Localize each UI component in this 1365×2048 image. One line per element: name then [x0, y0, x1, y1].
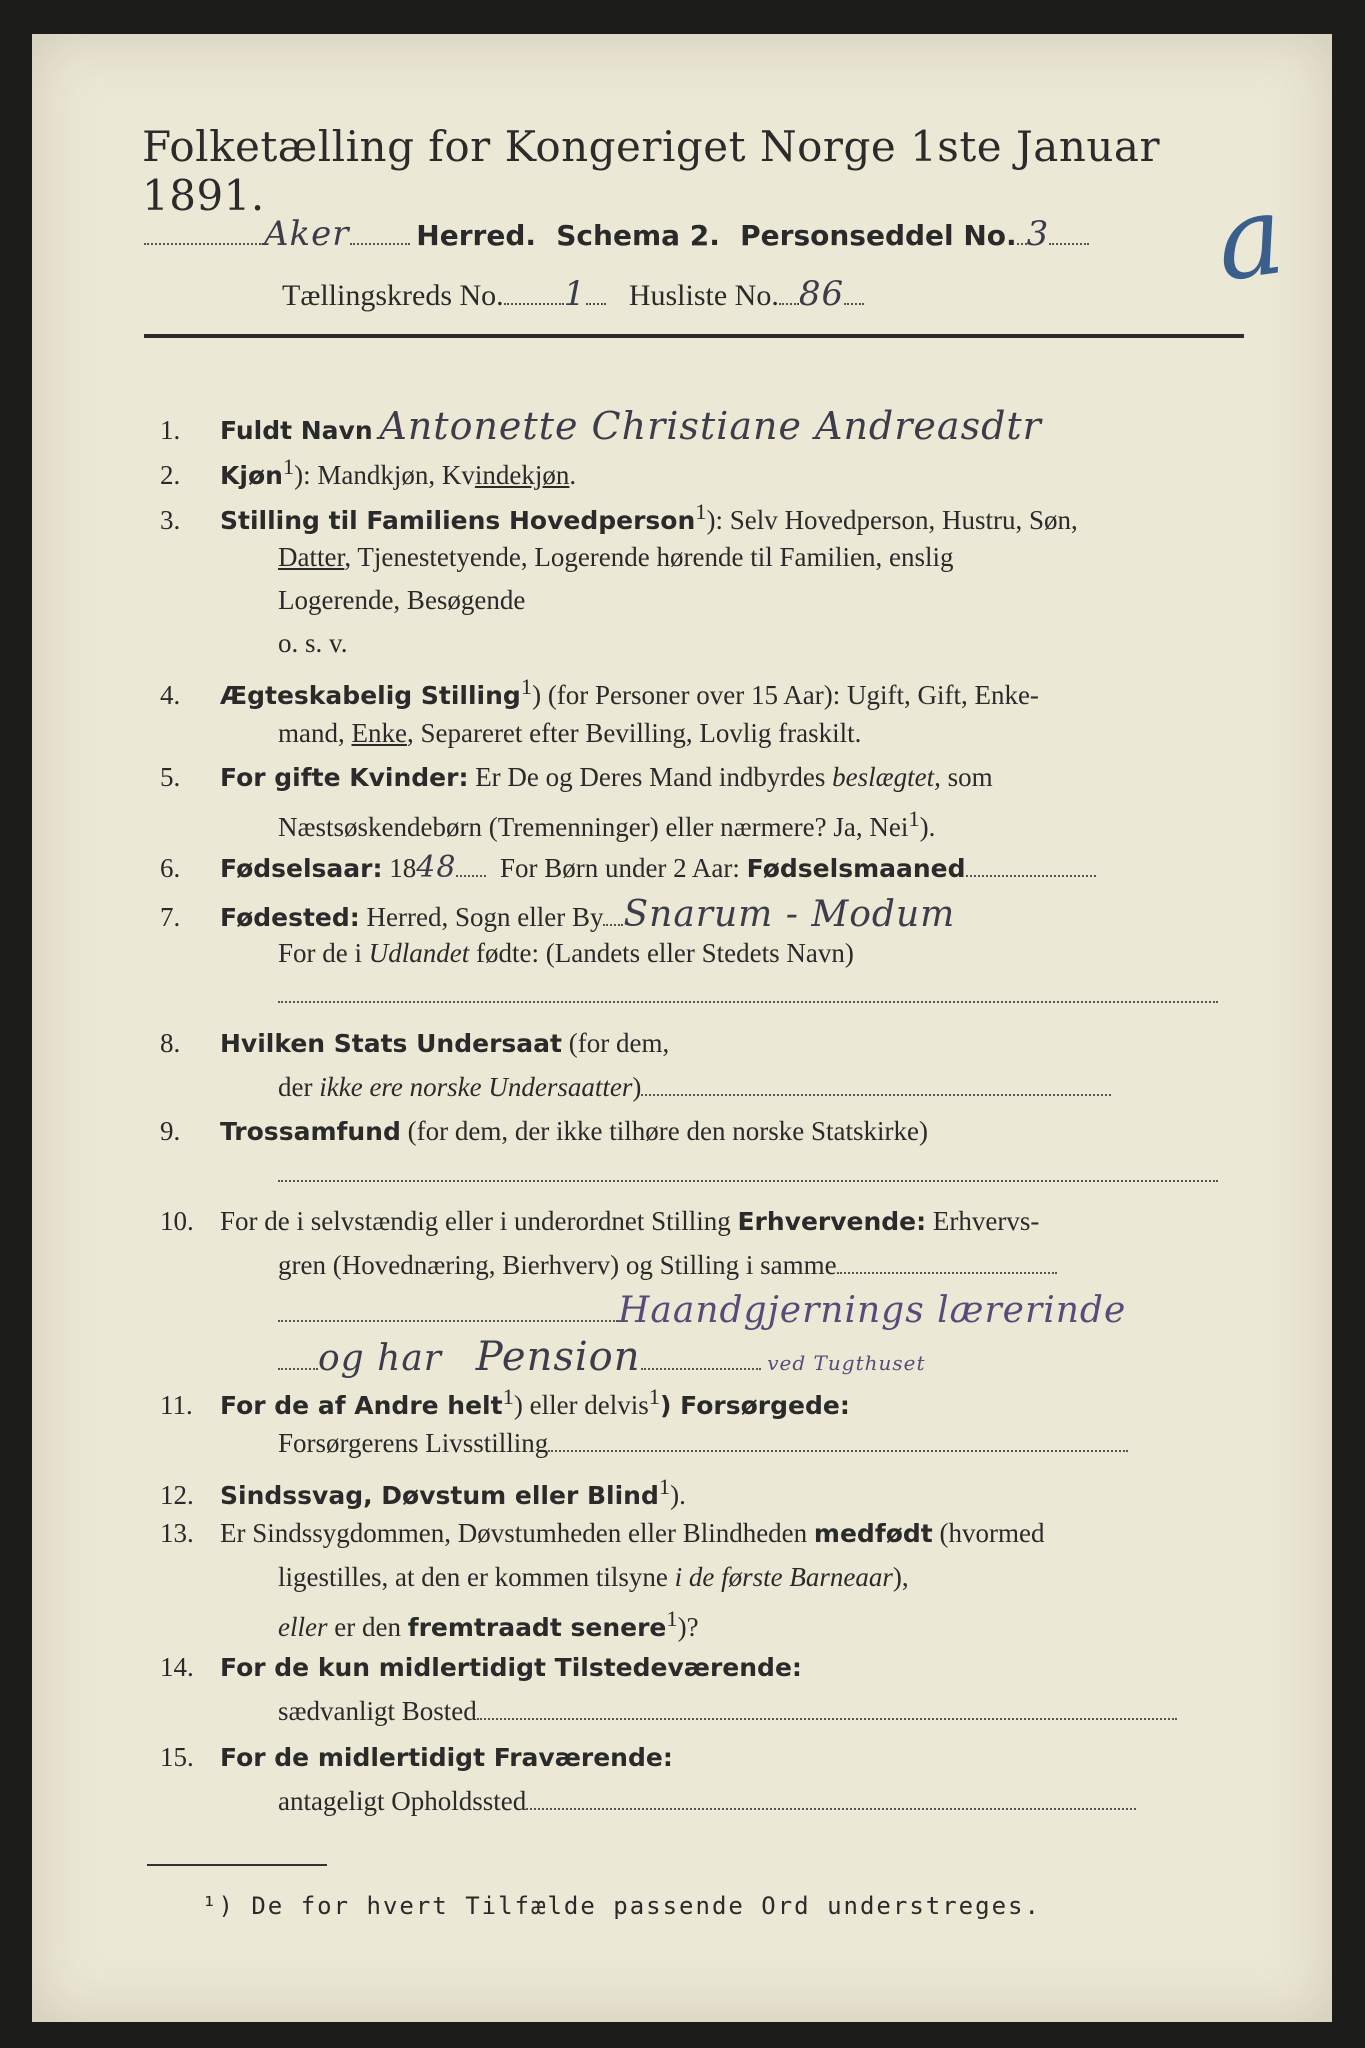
- q3-line2-row: [278, 542, 953, 573]
- schema-label: Schema 2.: [556, 219, 720, 252]
- herred-row: [144, 214, 1089, 254]
- q7-line2-a: For de i: [278, 938, 369, 968]
- q1-number: 1.: [160, 415, 181, 445]
- q3-line1: ): Selv Hovedperson, Hustru, Søn,: [706, 505, 1078, 535]
- q9-line1: (for dem, der ikke tilhøre den norske Statskirke): [407, 1116, 928, 1146]
- q6-year-value: 48: [416, 850, 457, 885]
- q8-line2-row: [278, 1072, 1111, 1103]
- q14-line2: sædvanligt Bosted: [278, 1696, 477, 1726]
- q13-line1-c: (hvormed: [932, 1518, 1045, 1548]
- q6-label2: Fødselsmaaned: [746, 854, 966, 883]
- husliste-label: Husliste No.: [628, 279, 779, 312]
- q14-row: [160, 1652, 802, 1683]
- q13-line1-a: Er Sindssygdommen, Døvstumheden eller Blindheden: [220, 1518, 814, 1548]
- q11-line1-a: For de af Andre helt: [220, 1391, 503, 1420]
- q3-sup: 1: [695, 499, 707, 524]
- q4-sup: 1: [520, 674, 533, 699]
- q6-row: [160, 850, 1096, 885]
- q15-line2: antageligt Opholdssted: [278, 1786, 527, 1816]
- q5-row: [160, 762, 993, 793]
- q5-line1-b: som: [940, 762, 993, 792]
- q3-line3: Logerende, Besøgende: [278, 585, 526, 615]
- personseddel-value: 3: [1026, 214, 1050, 254]
- q2-number: 2.: [160, 460, 181, 490]
- q15-row: [160, 1742, 673, 1773]
- kreds-value: 1: [563, 274, 587, 314]
- q3-label: Stilling til Familiens Hovedperson: [220, 506, 696, 535]
- q1-row: [160, 404, 1042, 448]
- q2-label: Kjøn: [220, 461, 283, 490]
- q4-label: Ægteskabelig Stilling: [220, 681, 521, 710]
- q10-value1-row: [278, 1290, 1126, 1331]
- q10-value2-row: [278, 1334, 926, 1380]
- q11-line1-c: ) Forsørgede:: [660, 1391, 850, 1420]
- q10-value3: ved Tugthuset: [767, 1351, 926, 1375]
- q3-line2: , Tjenestetyende, Logerende hørende til Familien, enslig: [344, 542, 954, 572]
- q3-line4: o. s. v.: [278, 628, 348, 658]
- q1-label: Fuldt Navn: [220, 416, 373, 445]
- personseddel-label: Personseddel No.: [740, 219, 1017, 252]
- q5-line2-row: Næstsøskendebørn (Tremenninger) eller nærmere? Ja, Nei$^1$).: [278, 806, 936, 842]
- q13-row: [160, 1518, 1044, 1549]
- q15-line2-row: [278, 1786, 1136, 1817]
- q10-line1-a: For de i selvstændig eller i underordnet Stilling: [220, 1206, 738, 1236]
- q11-line2-row: [278, 1428, 1128, 1459]
- q13-line3-c: )?: [677, 1612, 699, 1642]
- q2-sup: 1: [282, 454, 295, 479]
- q4-row: [160, 674, 1039, 711]
- q4-line2-b: , Separeret efter Bevilling, Lovlig fraskilt.: [406, 718, 862, 748]
- q2-text-underlined: indekjøn: [474, 460, 570, 490]
- q7-line2-b: fødte: (Landets eller Stedets Navn): [469, 938, 854, 968]
- q13-line2-b: ),: [892, 1562, 909, 1592]
- q7-row: [160, 894, 955, 935]
- q8-line2-b: ): [632, 1072, 642, 1102]
- q10-line2-row: [278, 1250, 1057, 1281]
- q7-line2-italic: Udlandet: [368, 938, 470, 968]
- q7-line2-row: [278, 938, 854, 969]
- husliste-value: 86: [798, 274, 845, 314]
- q2-text-b: .: [569, 460, 577, 490]
- q8-row: [160, 1028, 669, 1059]
- q5-label: For gifte Kvinder:: [220, 763, 469, 792]
- q10-line1-bold: Erhvervende:: [737, 1207, 927, 1236]
- q9-row: [160, 1116, 928, 1147]
- q3-number: 3.: [160, 505, 181, 535]
- q13-line3-row: [278, 1606, 699, 1643]
- q14-number: 14.: [160, 1652, 194, 1682]
- q3-row: [160, 499, 1078, 536]
- q6-text: For Børn under 2 Aar:: [499, 853, 740, 883]
- q15-number: 15.: [160, 1742, 194, 1772]
- q11-sup1: 1: [502, 1384, 514, 1409]
- q13-line1-bold: medfødt: [813, 1519, 933, 1548]
- q10-value2-a: og har: [318, 1338, 443, 1379]
- q13-line2-a: ligestilles, at den er kommen tilsyne: [278, 1562, 675, 1592]
- form-title: Folketælling for Kongeriget Norge 1ste Januar 1891.: [142, 122, 1161, 220]
- q12-sup: 1: [658, 1474, 671, 1499]
- herred-label: Herred.: [416, 219, 536, 252]
- q1-value: Antonette Christiane Andreasdtr: [379, 404, 1042, 448]
- q6-label: Fødselsaar:: [220, 854, 383, 883]
- q10-value2-b: Pension: [475, 1334, 641, 1380]
- q7-label: Fødested:: [220, 903, 360, 932]
- q10-value1: Haandgjernings lærerinde: [618, 1290, 1127, 1331]
- q2-text-a: ): Mandkjøn, Kv: [294, 460, 475, 490]
- census-sheet: [32, 34, 1332, 2022]
- q9-number: 9.: [160, 1116, 181, 1146]
- q13-sup: 1: [666, 1606, 678, 1631]
- q11-number: 11.: [160, 1390, 193, 1420]
- q9-blank-line: [278, 1158, 1218, 1189]
- q4-line2-underlined: Enke: [351, 718, 407, 748]
- q11-sup2: 1: [648, 1384, 661, 1409]
- herred-value: Aker: [264, 214, 350, 254]
- q2-row: [160, 454, 576, 491]
- q12-tail: ).: [670, 1480, 686, 1510]
- footnote: [202, 1892, 1041, 1920]
- footnote-rule: [147, 1864, 327, 1866]
- q12-row: [160, 1474, 686, 1511]
- q11-line1-b: ) eller delvis: [513, 1390, 649, 1420]
- q13-line3-bold: fremtraadt senere: [407, 1613, 667, 1642]
- q5-line2: Næstsøskendebørn (Tremenninger) eller nærmere? Ja, Nei: [278, 812, 909, 842]
- q13-line3-a: er den: [327, 1612, 408, 1642]
- q6-year-prefix: 18: [389, 853, 417, 883]
- q5-sup: 1: [908, 806, 920, 831]
- q4-line2-row: [278, 718, 861, 749]
- q4-line1: ) (for Personer over 15 Aar): Ugift, Gift, Enke-: [532, 680, 1039, 710]
- q5-line1-italic: beslægtet,: [832, 762, 941, 792]
- kreds-row: [282, 274, 864, 314]
- q8-number: 8.: [160, 1028, 181, 1058]
- footnote-mark: ¹): [202, 1892, 235, 1920]
- q14-label: For de kun midlertidigt Tilstedeværende:: [220, 1653, 802, 1682]
- q5-number: 5.: [160, 762, 181, 792]
- q12-number: 12.: [160, 1480, 194, 1510]
- q8-line2-a: der: [278, 1072, 320, 1102]
- q8-line2-italic: ikke ere norske Undersaatter: [319, 1072, 633, 1102]
- q11-row: [160, 1384, 850, 1421]
- q11-line2: Forsørgerens Livsstilling: [278, 1428, 549, 1458]
- header-divider: [144, 334, 1244, 338]
- q3-line2-underlined: Datter: [278, 542, 345, 572]
- q10-line2: gren (Hovednæring, Bierhverv) og Stilling i samme: [278, 1250, 837, 1280]
- kreds-label: Tællingskreds No.: [282, 279, 504, 312]
- footnote-text: De for hvert Tilfælde passende Ord understreges.: [251, 1892, 1041, 1920]
- q13-number: 13.: [160, 1518, 194, 1548]
- q8-label: Hvilken Stats Undersaat: [220, 1029, 562, 1058]
- q12-label: Sindssvag, Døvstum eller Blind: [220, 1481, 659, 1510]
- q13-line3-italic: eller: [278, 1612, 328, 1642]
- q9-label: Trossamfund: [220, 1117, 401, 1146]
- q10-line1-c: Erhvervs-: [926, 1206, 1040, 1236]
- q8-line1: (for dem,: [568, 1028, 670, 1058]
- q14-line2-row: [278, 1696, 1177, 1727]
- q4-number: 4.: [160, 680, 181, 710]
- q7-blank-line: [278, 979, 1218, 1010]
- q7-value: Snarum - Modum: [623, 894, 956, 935]
- q10-number: 10.: [160, 1206, 194, 1236]
- q10-row: [160, 1206, 1039, 1237]
- q13-line2-italic: i de første Barneaar: [674, 1562, 893, 1592]
- q5-line1-a: Er De og Deres Mand indbyrdes: [475, 762, 833, 792]
- corner-letter: a: [1208, 170, 1292, 306]
- q4-line2-a: mand,: [278, 718, 352, 748]
- q7-number: 7.: [160, 902, 181, 932]
- q13-line2-row: [278, 1562, 909, 1593]
- q15-label: For de midlertidigt Fraværende:: [220, 1743, 673, 1772]
- q6-number: 6.: [160, 853, 181, 883]
- q7-text: Herred, Sogn eller By: [366, 902, 604, 932]
